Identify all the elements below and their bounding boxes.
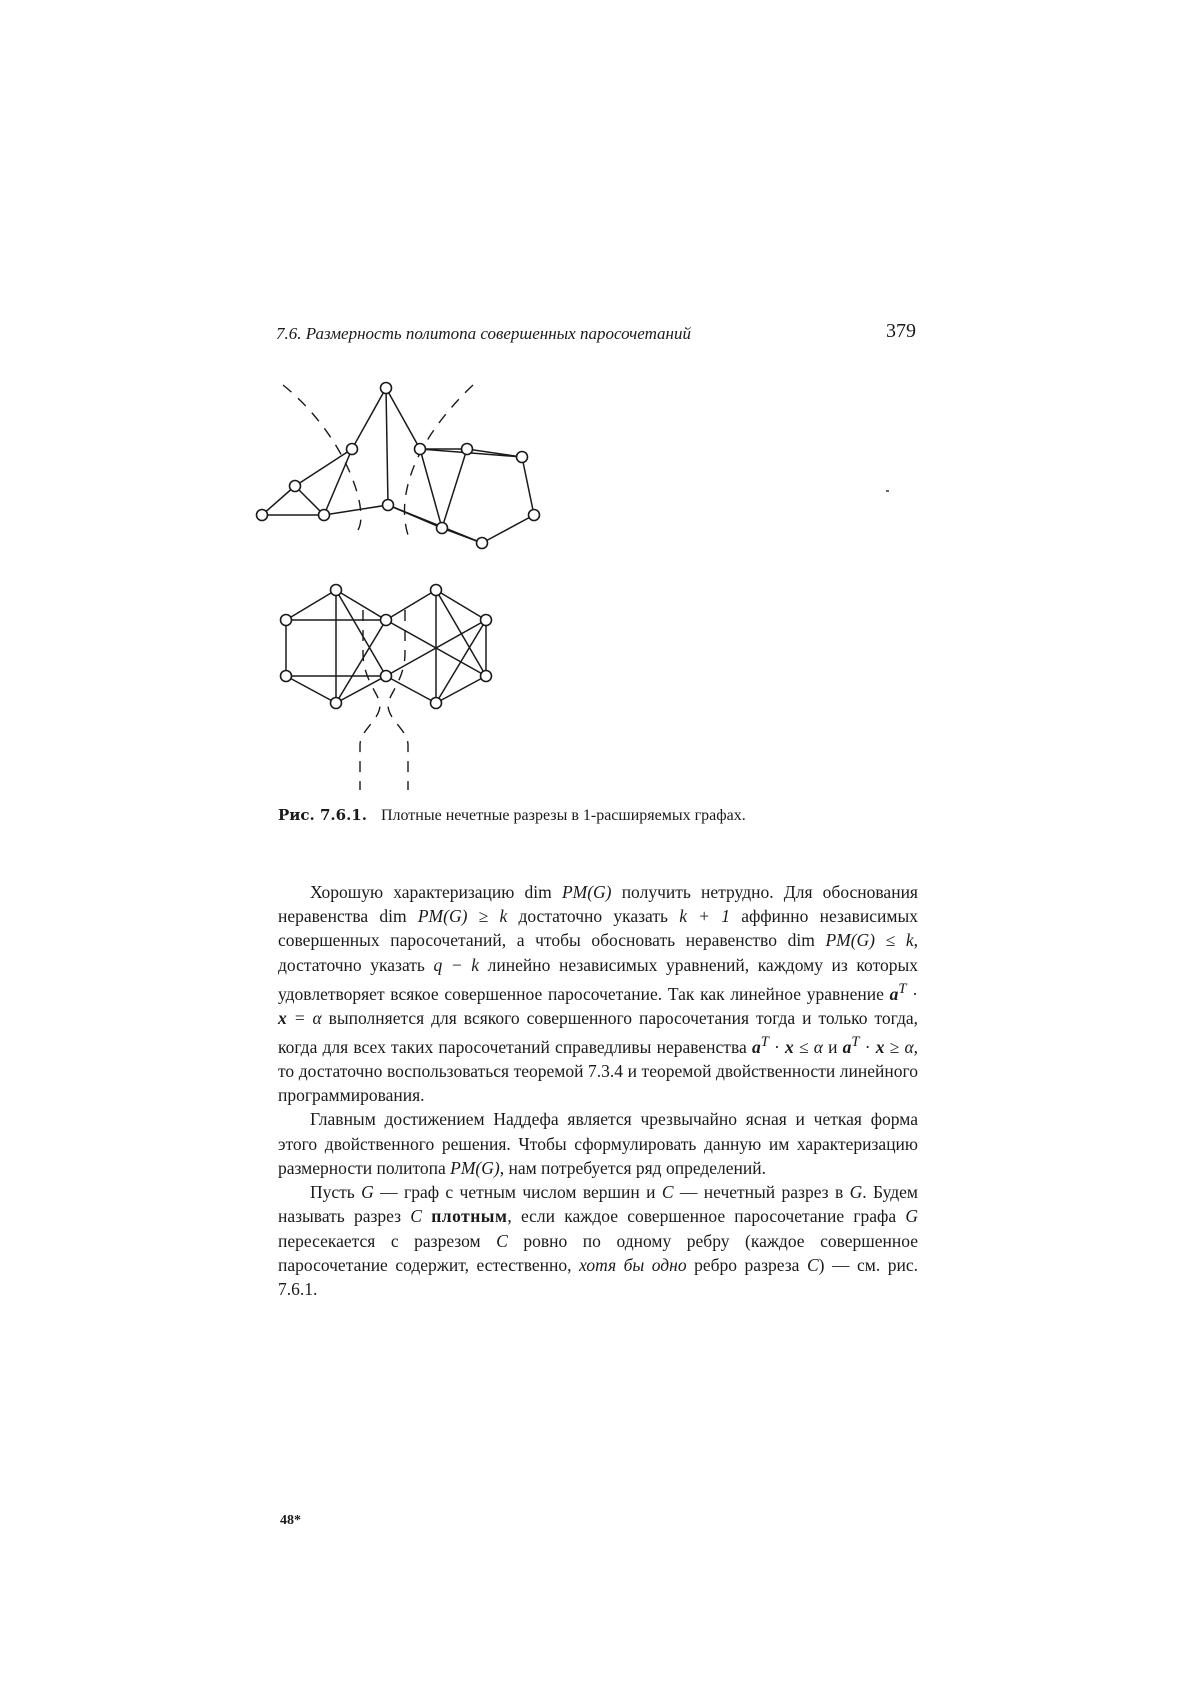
math-op: ·	[906, 983, 918, 1004]
math-op: dim	[379, 906, 418, 927]
text-run: — граф с четным числом вершин и	[373, 1182, 662, 1203]
text-run: , достаточно указать	[278, 930, 918, 975]
math-vector: x	[278, 1007, 287, 1028]
cut-upper-right	[404, 385, 473, 535]
math-inline: PM(G)	[450, 1157, 500, 1178]
text-run: ровно по одному ребру (каждое совершенное паросочетание содержит, естественно,	[278, 1230, 919, 1275]
math-inline: = α	[286, 1007, 322, 1028]
math-inline: PM(G)	[561, 882, 612, 902]
math-inline: C	[661, 1182, 674, 1203]
text-run: линейно независимых уравнений, каждому из которых удовлетворяет всякое совершенное паросочетание. Так как линейное уравнение	[278, 954, 918, 1004]
text-run: аффинно независимых совершенных паросочетаний, а чтобы обосновать неравенство	[278, 906, 918, 951]
paragraph-2	[278, 1107, 918, 1180]
math-superscript: T	[851, 1034, 860, 1051]
math-inline: C	[410, 1206, 422, 1227]
dashed-cuts	[283, 385, 473, 790]
math-superscript: T	[898, 980, 907, 997]
signature-mark: 48*	[280, 1513, 301, 1528]
body-text	[278, 880, 918, 1301]
math-inline: C	[806, 1254, 819, 1275]
math-inline: k + 1	[679, 906, 730, 927]
text-run: пересекается с разрезом	[278, 1230, 497, 1251]
math-vector: a	[751, 1036, 761, 1057]
text-run: получить нетрудно. Для обоснования неравенства	[278, 882, 918, 927]
text-run: , если каждое совершенное паросочетание графа	[507, 1206, 906, 1227]
running-title: 7.6. Размерность политопа совершенных паросочетаний	[276, 324, 691, 343]
math-op: ·	[859, 1036, 876, 1057]
upper-graph-edges	[262, 388, 534, 543]
math-inline: G	[905, 1206, 918, 1227]
figure-7-6-1	[250, 370, 610, 800]
math-op: dim	[787, 930, 826, 951]
text-run: Пусть	[310, 1182, 362, 1203]
text-run: , то достаточно воспользоваться теоремой 7.3.4 и теоремой двойственности линейного программирования.	[278, 1036, 919, 1106]
math-inline: C	[496, 1230, 508, 1251]
math-inline: G	[849, 1182, 863, 1203]
lower-graph-edges	[286, 590, 486, 703]
math-vector: a	[889, 983, 899, 1004]
math-vector: a	[842, 1036, 852, 1057]
text-run: — нечетный разрез в	[673, 1182, 850, 1203]
cut-upper-left	[283, 385, 361, 530]
math-inline: q − k	[433, 954, 480, 975]
scan-speck	[886, 490, 889, 492]
math-vector: x	[875, 1036, 885, 1057]
text-run: достаточно указать	[507, 906, 680, 927]
text-run	[422, 1206, 431, 1226]
math-inline: ≤ α	[793, 1036, 823, 1057]
paragraph-3	[278, 1180, 918, 1301]
text-run: выполняется для всякого совершенного паросочетания тогда и только тогда, когда для всех таких паросочетаний справедливы неравенства	[278, 1007, 918, 1057]
text-run: ) — см. рис. 7.6.1.	[278, 1254, 918, 1299]
math-inline: PM(G) ≤ k	[825, 930, 914, 951]
math-op: dim	[524, 882, 562, 902]
page-number: 379	[886, 320, 916, 342]
text-run: ребро разреза	[686, 1254, 807, 1275]
defined-term: плотным	[431, 1206, 508, 1227]
math-vector: x	[785, 1036, 794, 1057]
text-run: Хорошую характеризацию	[310, 882, 525, 902]
graph-diagram	[250, 370, 610, 800]
figure-caption	[278, 806, 918, 825]
text-run: , нам потребуется ряд определений.	[499, 1157, 766, 1178]
caption-text: Плотные нечетные разрезы в 1-расширяемых графах.	[380, 807, 746, 824]
math-inline: PM(G) ≥ k	[417, 906, 508, 927]
paragraph-1	[278, 880, 918, 1107]
caption-label: Рис. 7.6.1.	[278, 806, 367, 824]
math-superscript: T	[760, 1034, 769, 1051]
running-head	[276, 320, 916, 350]
emphasis: хотя бы одно	[579, 1254, 687, 1275]
text-run: и	[822, 1036, 843, 1057]
graph-vertices	[257, 383, 540, 709]
text-run: . Будем называть разрез	[278, 1182, 918, 1227]
math-inline: ≥ α	[884, 1036, 914, 1057]
cut-lower-right	[388, 610, 408, 790]
text-run: Главным достижением Наддефа является чрезвычайно ясная и четкая форма этого двойственного решения. Чтобы сформулировать данную им характеризацию размерности политопа	[278, 1109, 918, 1178]
math-inline: G	[361, 1182, 374, 1203]
math-op: ·	[768, 1036, 786, 1057]
